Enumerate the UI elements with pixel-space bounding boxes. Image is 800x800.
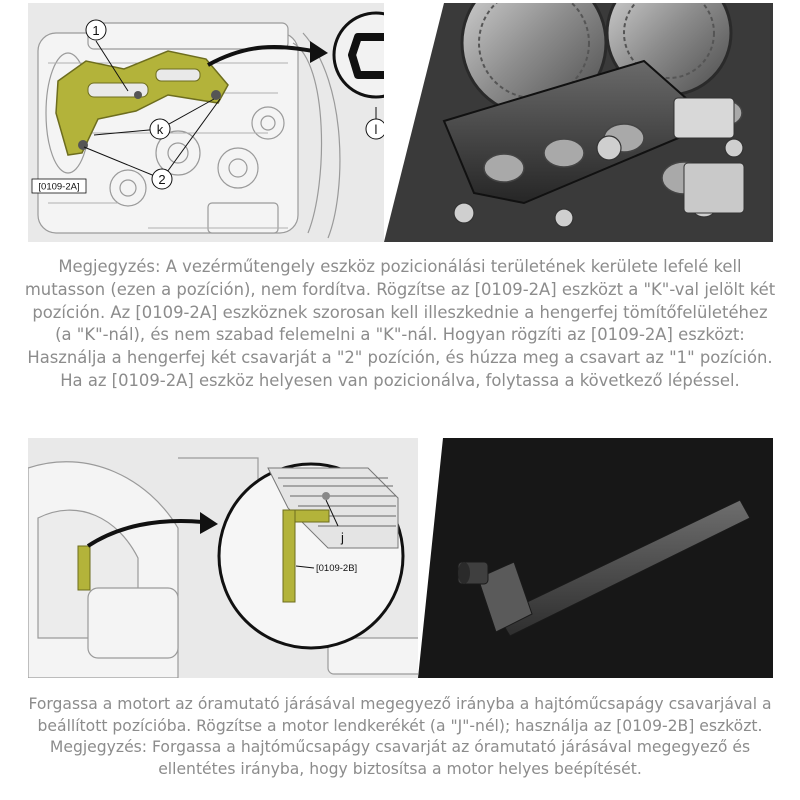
locking-pin-photo-svg bbox=[418, 438, 773, 678]
callout-j-label: j bbox=[341, 530, 344, 545]
callout-2-label: 2 bbox=[158, 172, 166, 187]
callout-l-label: l bbox=[374, 122, 378, 137]
bottom-instruction-text: Forgassa a motort az óramutató járásával megegyező irányba a hajtóműcsapágy csavarjával a beállított pozícióba. Rögzítse a motor lendkerékét (a "J"-nél); használja az [0109-2B] eszközt. Megjegyzés: Forgassa a hajtóműcsapágy csavarját az óramutató járásával megegyező és ellentétes irányba, hogy biztosítsa a motor helyes beépítését. bbox=[28, 695, 772, 778]
callout-1-label: 1 bbox=[92, 23, 100, 38]
engine-photo-top bbox=[384, 3, 773, 242]
camshaft-tool-diagram bbox=[28, 3, 433, 242]
callout-k-label: k bbox=[156, 122, 164, 137]
flywheel-lock-diagram bbox=[28, 438, 436, 678]
tool-code-label-2b: [0109-2B] bbox=[316, 563, 358, 574]
engine-photo-top-svg bbox=[384, 3, 773, 242]
tool-code-label: [0109-2A] bbox=[38, 181, 80, 193]
flywheel-diagram-svg bbox=[28, 438, 436, 678]
locking-pin-photo bbox=[418, 438, 773, 678]
camshaft-diagram-svg bbox=[28, 3, 433, 242]
top-instruction-text: Megjegyzés: A vezérműtengely eszköz pozicionálási területének kerülete lefelé kell mutasson (ezen a pozíción), nem fordítva. Rögzítse az [0109-2A] eszközt a "K"-val jelölt két pozíción. Az [0109-2A] eszköznek szorosan kell illeszkednie a hengerfej tömítőfelületéhez (a "K"-nál), és nem szabad felemelni a "K"-nál. Hogyan rögzíti az [0109-2A] eszközt: Használja a hengerfej két csavarját a "2" pozíción, és húzza meg a csavart az "1" pozíción. Ha az [0109-2A] eszköz helyesen van pozicionálva, folytassa a következő lépéssel. bbox=[24, 257, 776, 390]
